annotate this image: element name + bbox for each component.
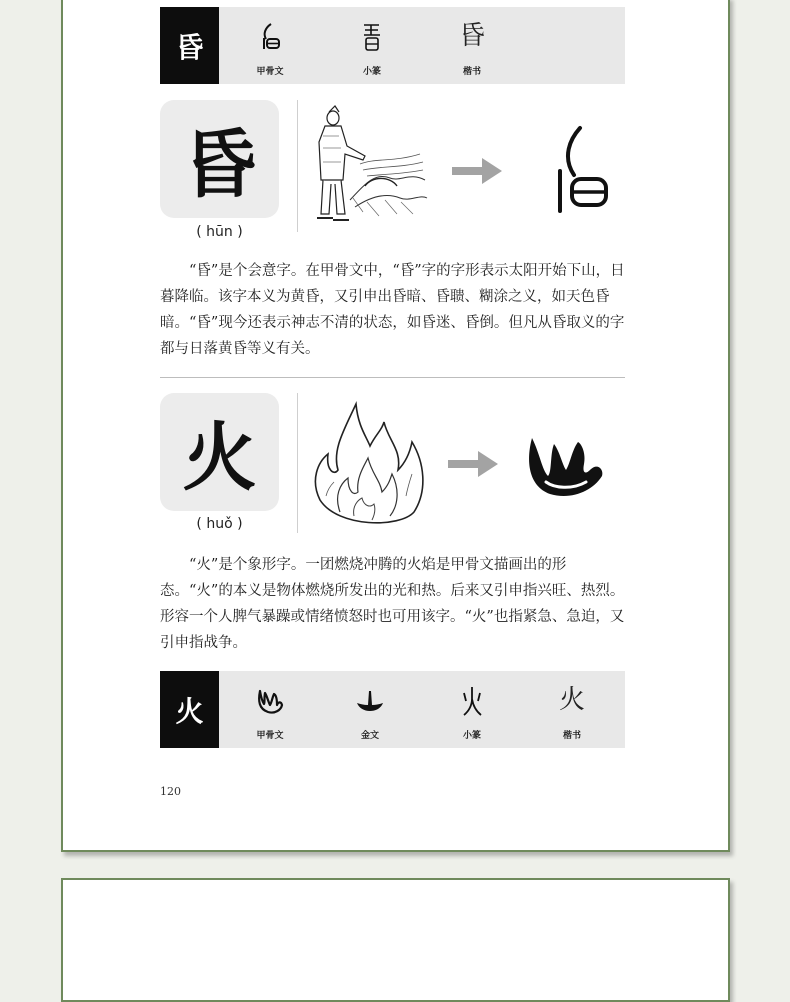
script-form-oracle (230, 671, 310, 748)
person-watching-sunset-illustration (305, 102, 430, 236)
script-label: 甲骨文 (256, 731, 284, 741)
regular-hun-glyph: 昏 (458, 21, 485, 51)
regular-huo-glyph: 火 (558, 685, 585, 715)
character-box-hun: 昏 (160, 100, 279, 218)
seal-huo-glyph (432, 685, 512, 717)
script-label: 金文 (360, 731, 379, 741)
script-form-seal (432, 671, 512, 748)
seal-hun-glyph (332, 21, 412, 53)
vertical-divider (297, 100, 298, 232)
script-label: 楷书 (462, 67, 481, 77)
section-divider (160, 377, 625, 378)
flame-illustration (310, 400, 428, 528)
script-form-regular (432, 7, 512, 84)
description-hun: “昏”是个会意字。在甲骨文中，“昏”字的字形表示太阳开始下山，日暮降临。该字本义为黄昏，又引申出昏暗、昏聩、糊涂之义，如天色昏暗。“昏”现今还表示神志不清的状态，如昏迷、昏倒。但凡从昏取义的字都与日落黄昏等义有关。 (160, 263, 625, 357)
script-form-regular (532, 671, 612, 748)
oracle-hun-glyph (230, 21, 310, 53)
script-label: 甲骨文 (256, 67, 284, 77)
script-form-oracle (230, 7, 310, 84)
page-number: 120 (160, 785, 181, 798)
script-label: 小篆 (462, 731, 481, 741)
script-label: 楷书 (562, 731, 581, 741)
arrow-icon (452, 158, 504, 184)
strip-character: 昏 (160, 7, 219, 84)
script-forms-strip-huo (160, 671, 625, 748)
arrow-icon (448, 451, 500, 477)
vertical-divider (297, 393, 298, 533)
description-huo: “火”是个象形字。一团燃烧冲腾的火焰是甲骨文描画出的形态。“火”的本义是物体燃烧所发出的光和热。后来又引申指兴旺、热烈。形容一个人脾气暴躁或情绪愤怒时也可用该字。“火”也指紧急、急迫，又引申指战争。 (160, 557, 625, 651)
oracle-huo-glyph (230, 685, 310, 717)
bronze-huo-glyph (330, 685, 410, 717)
pinyin-hun: ( hūn ) (196, 224, 243, 240)
character-box-huo: 火 (160, 393, 279, 511)
script-label: 小篆 (362, 67, 381, 77)
script-forms-strip-hun (160, 7, 625, 84)
oracle-huo-large-glyph (524, 430, 608, 500)
script-form-seal (332, 7, 412, 84)
pinyin-huo: ( huǒ ) (196, 516, 243, 532)
next-book-page (61, 878, 730, 1002)
strip-character: 火 (160, 671, 219, 748)
oracle-hun-large-glyph (552, 125, 614, 217)
script-form-bronze (330, 671, 410, 748)
